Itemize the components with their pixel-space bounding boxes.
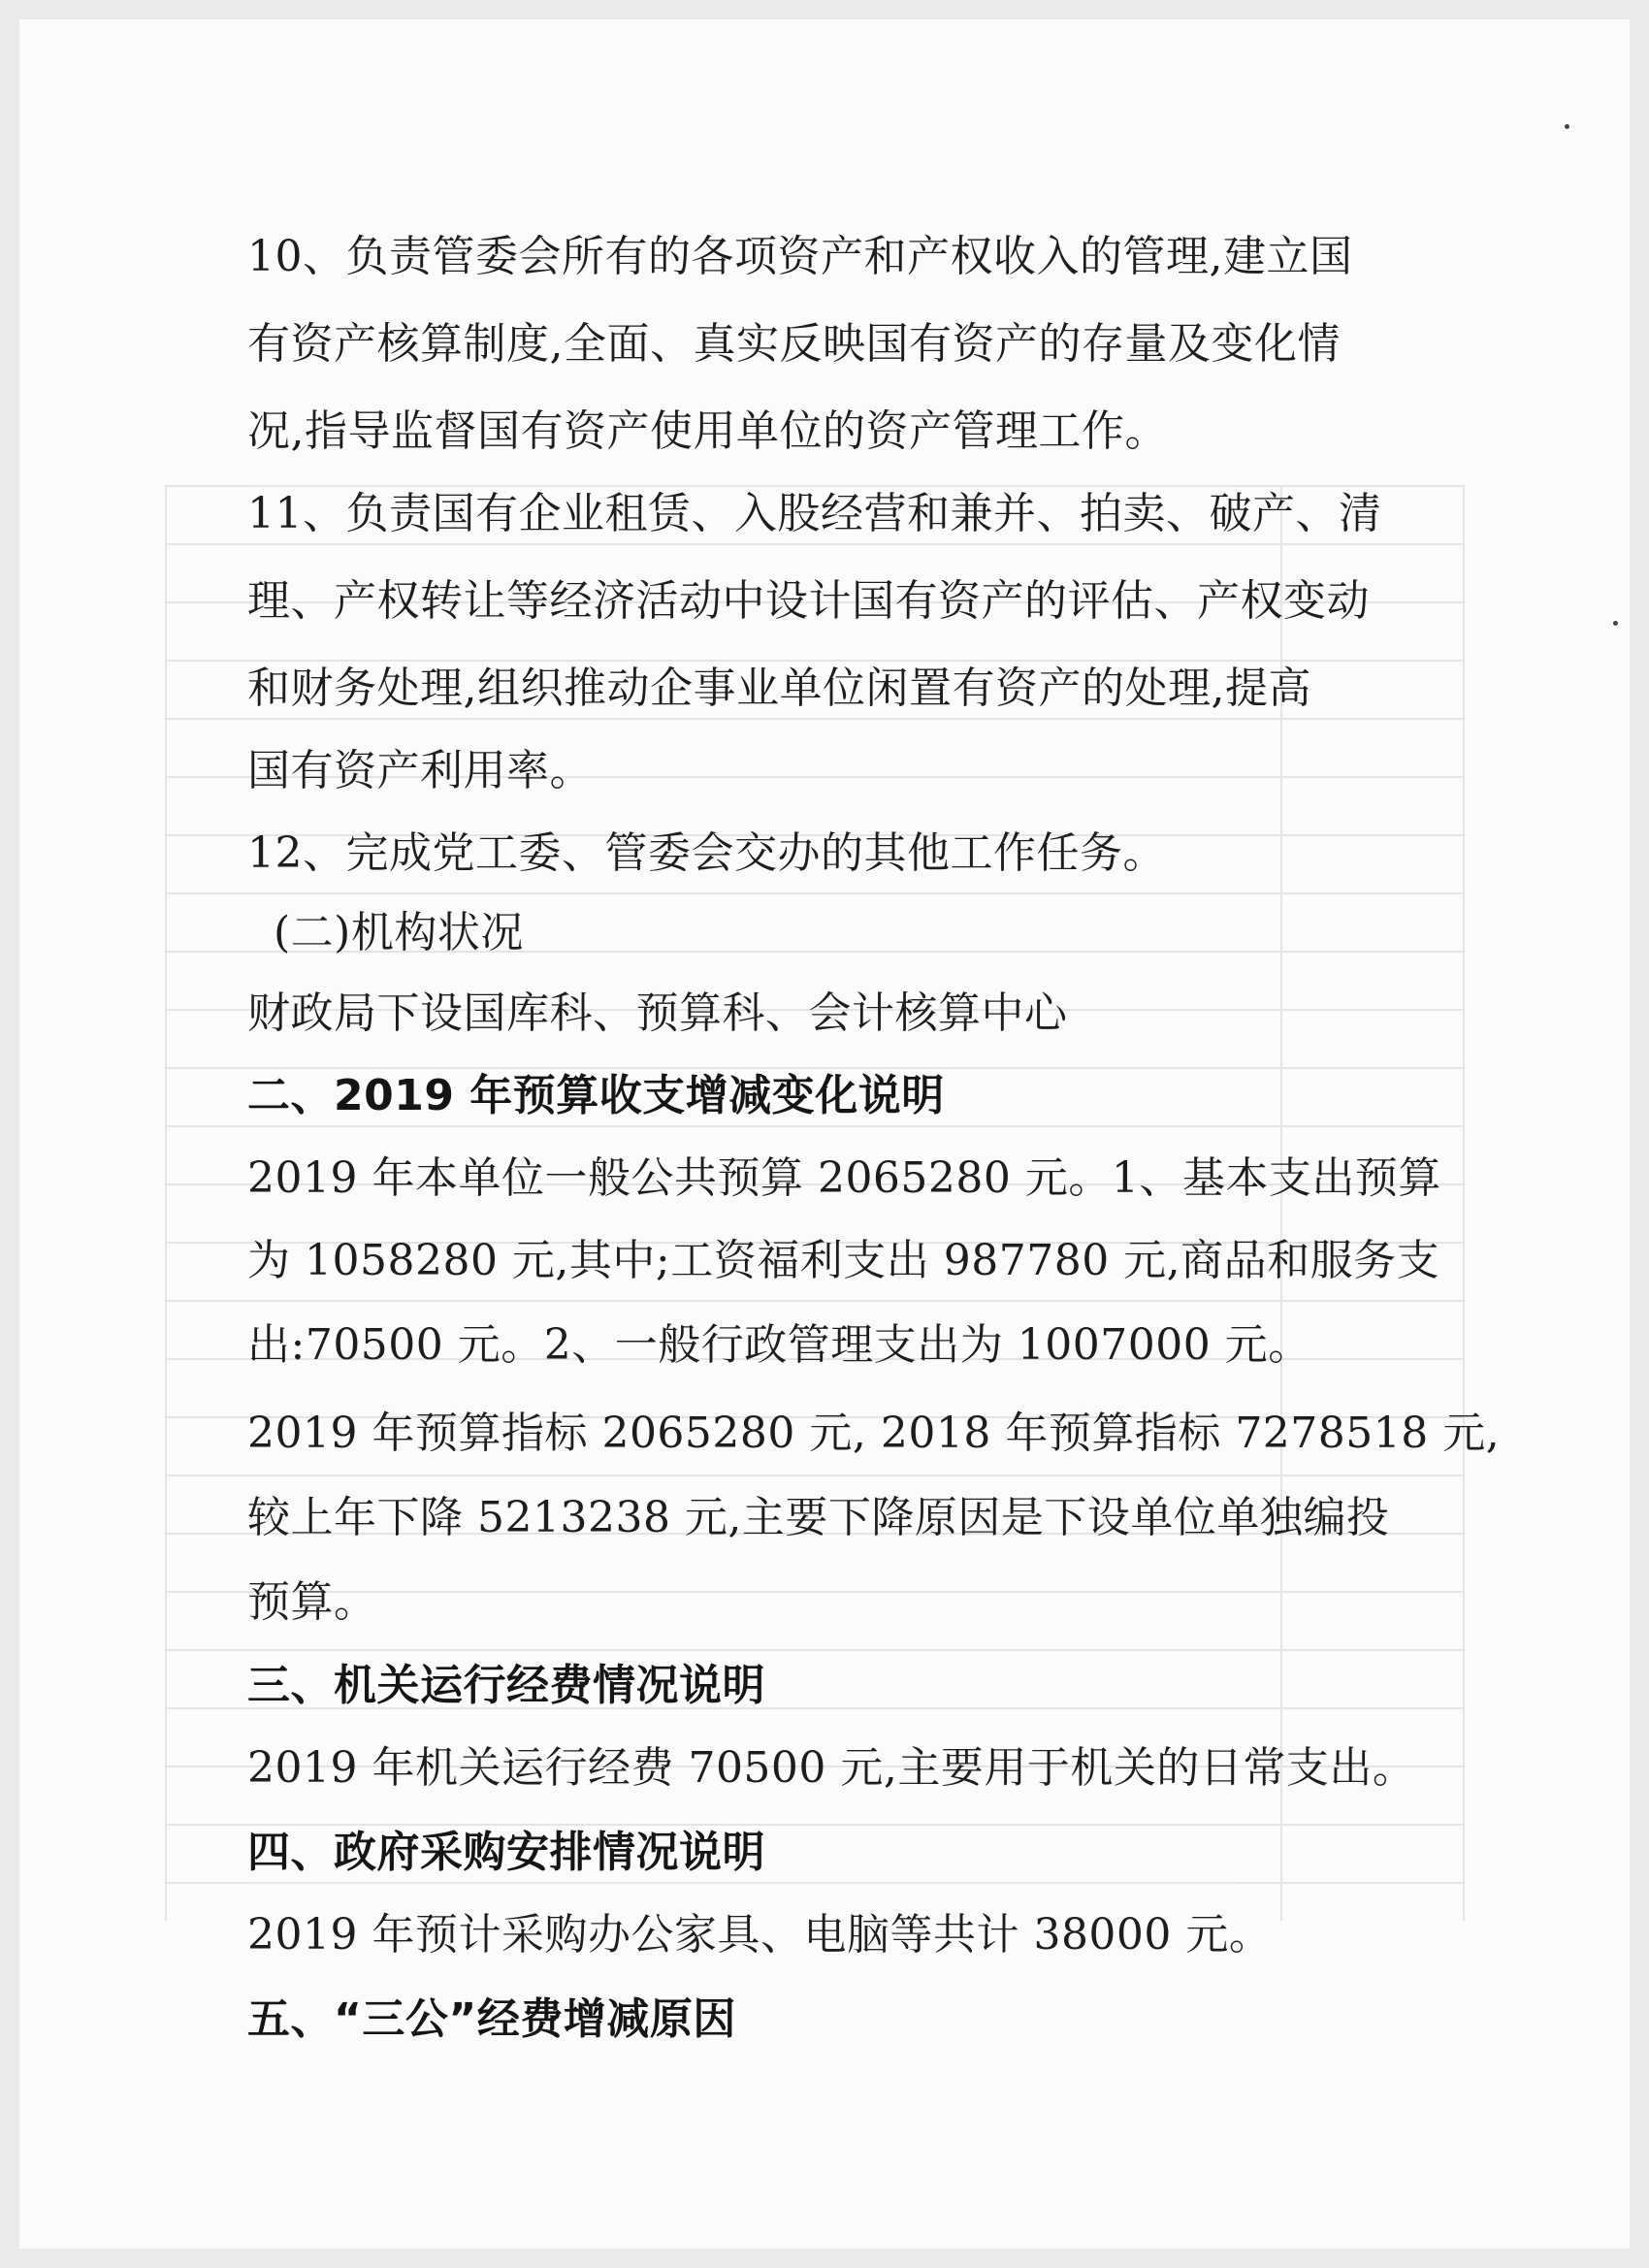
- paragraph-line: 10、负责管委会所有的各项资产和产权收入的管理,建立国: [247, 232, 1353, 281]
- paragraph-line: 财政局下设国库科、预算科、会计核算中心: [247, 988, 1068, 1038]
- paragraph-line: 12、完成党工委、管委会交办的其他工作任务。: [247, 828, 1166, 878]
- section-heading: 二、2019 年预算收支增减变化说明: [247, 1071, 945, 1120]
- section-heading: 四、政府采购安排情况说明: [247, 1828, 765, 1877]
- paragraph-line: 较上年下降 5213238 元,主要下降原因是下设单位单独编投: [247, 1493, 1390, 1542]
- section-heading: 五、“三公”经费增减原因: [247, 1994, 736, 2044]
- paragraph-line: 2019 年预算指标 2065280 元, 2018 年预算指标 7278518 元,: [247, 1409, 1501, 1458]
- paragraph-line: 11、负责国有企业租赁、入股经营和兼并、拍卖、破产、清: [247, 489, 1382, 538]
- paragraph-line: 况,指导监督国有资产使用单位的资产管理工作。: [247, 406, 1168, 456]
- paragraph-line: 预算。: [247, 1577, 377, 1627]
- paragraph-line: 为 1058280 元,其中;工资福利支出 987780 元,商品和服务支: [247, 1236, 1440, 1285]
- section-heading: 三、机关运行经费情况说明: [247, 1661, 765, 1710]
- scan-speck: [1613, 621, 1618, 626]
- document-body: [19, 19, 1630, 2249]
- paragraph-line: 国有资产利用率。: [247, 746, 593, 795]
- paragraph-line: 2019 年预计采购办公家具、电脑等共计 38000 元。: [247, 1910, 1273, 1960]
- paragraph-line: 2019 年机关运行经费 70500 元,主要用于机关的日常支出。: [247, 1743, 1416, 1793]
- scanned-page: [19, 19, 1630, 2249]
- paragraph-line: 和财务处理,组织推动企事业单位闲置有资产的处理,提高: [247, 664, 1311, 713]
- paragraph-line: 2019 年本单位一般公共预算 2065280 元。1、基本支出预算: [247, 1153, 1441, 1203]
- paragraph-line: 有资产核算制度,全面、真实反映国有资产的存量及变化情: [247, 319, 1341, 369]
- section-subheading: (二)机构状况: [274, 908, 524, 957]
- paragraph-line: 出:70500 元。2、一般行政管理支出为 1007000 元。: [247, 1320, 1311, 1370]
- paragraph-line: 理、产权转让等经济活动中设计国有资产的评估、产权变动: [247, 576, 1370, 626]
- scan-speck: [1565, 124, 1569, 129]
